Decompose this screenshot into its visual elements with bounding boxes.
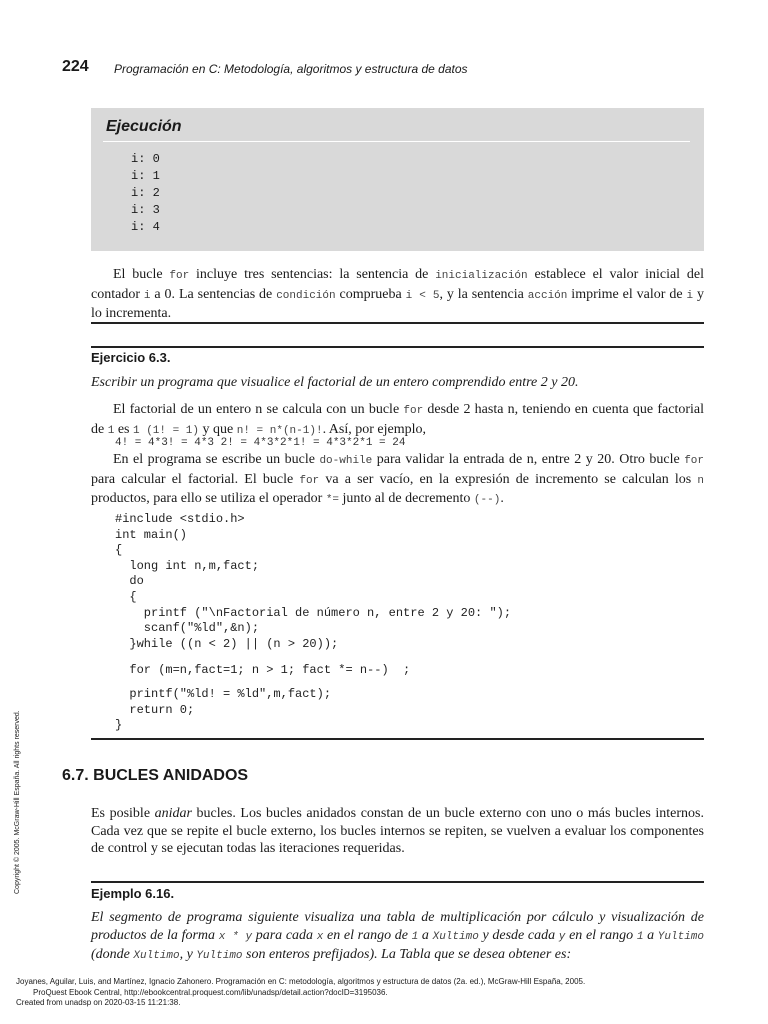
execution-box <box>91 108 704 251</box>
page-number: 224 <box>62 58 89 75</box>
output-line: i: 1 <box>131 169 160 183</box>
output-line: i: 2 <box>131 186 160 200</box>
divider <box>91 738 704 740</box>
for-explanation-paragraph: El bucle for incluye tres sentencias: la sentencia de inicialización establece el valor inicial del contador i a 0. La sentencias de condición comprueba i < 5, y la sentencia acción imprime el valor de i y lo incrementa. <box>91 267 704 321</box>
footer-source-link[interactable]: ProQuest Ebook Central, http://ebookcentral.proquest.com/lib/unadsp/detail.action?docID=3195036. <box>33 988 388 997</box>
divider <box>91 881 704 883</box>
code-block: #include <stdio.h> int main() { long int n,m,fact; do { printf ("\nFactorial de número n, entre 2 y 20: "); scanf("%ld",&n); }while ((n < 2) || (n > 20)); <box>115 512 512 651</box>
execution-output <box>131 151 160 236</box>
execution-divider <box>103 141 690 142</box>
factorial-formula: 4! = 4*3! = 4*3 2! = 4*3*2*1! = 4*3*2*1 = 24 <box>115 437 406 449</box>
output-line: i: 0 <box>131 152 160 166</box>
exercise-statement: Escribir un programa que visualice el factorial de un entero comprendido entre 2 y 20. <box>91 375 579 390</box>
side-copyright: Copyright © 2005. McGraw-Hill España. All rights reserved. <box>14 710 21 894</box>
output-line: i: 3 <box>131 203 160 217</box>
running-title: Programación en C: Metodología, algoritmos y estructura de datos <box>114 62 468 76</box>
execution-title: Ejecución <box>106 118 182 135</box>
example-title: Ejemplo 6.16. <box>91 886 175 901</box>
program-paragraph: En el programa se escribe un bucle do-while para validar la entrada de n, entre 2 y 20. Otro bucle for para calcular el factorial. El bucle for va a ser vacío, en la expresión de incremento se calculan los n productos, para ello se utiliza el operador *= junto al de decremento (--). <box>91 452 705 506</box>
footer-citation: Joyanes, Aguilar, Luis, and Martínez, Ignacio Zahonero. Programación en C: metodología, algoritmos y estructura de datos (2a. ed.), McGraw-Hill España, 2005. <box>16 977 586 986</box>
footer-created: Created from unadsp on 2020-03-15 11:21:38. <box>16 998 181 1007</box>
divider <box>91 322 704 324</box>
nested-loops-paragraph: Es posible anidar bucles. Los bucles anidados constan de un bucle externo con uno o más bucles internos. Cada vez que se repite el bucle externo, los bucles internos se repiten, se vuelven a evaluar los componentes de control y se ejecutan todas las iteraciones requeridas. <box>91 806 704 856</box>
factorial-paragraph: El factorial de un entero n se calcula con un bucle for desde 2 hasta n, teniendo en cuenta que factorial de 1 es 1 (1! = 1) y que n! = n*(n-1)!. Así, por ejemplo, <box>91 402 704 437</box>
output-line: i: 4 <box>131 220 160 234</box>
code-line-for: for (m=n,fact=1; n > 1; fact *= n--) ; <box>115 663 411 677</box>
divider <box>91 346 704 348</box>
exercise-title: Ejercicio 6.3. <box>91 350 171 365</box>
example-statement: El segmento de programa siguiente visualiza una tabla de multiplicación por cálculo y visualización de productos de la forma x * y para cada x en el rango de 1 a Xultimo y desde cada y en el rango 1 a Yultimo (donde Xultimo, y Yultimo son enteros prefijados). La Tabla que se desea obtener es: <box>91 910 705 962</box>
section-title: 6.7. BUCLES ANIDADOS <box>62 767 249 784</box>
code-block: printf("%ld! = %ld",m,fact); return 0; } <box>115 687 332 733</box>
